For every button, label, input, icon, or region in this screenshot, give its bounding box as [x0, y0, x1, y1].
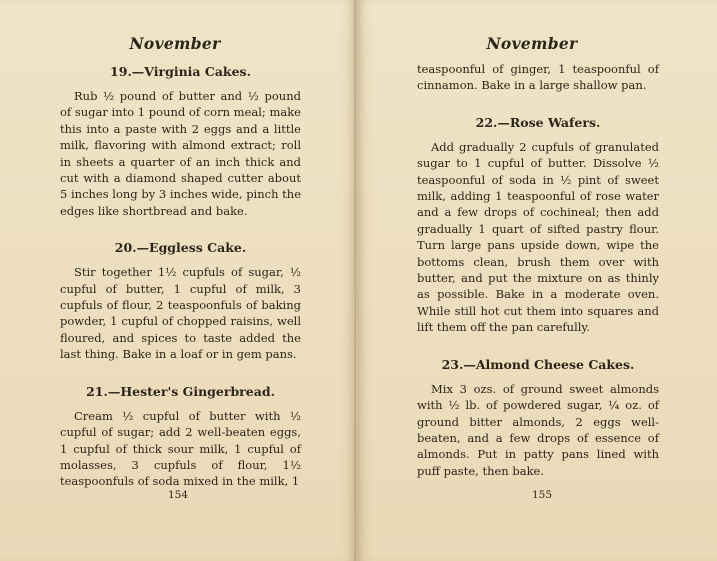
page-number: 154	[167, 489, 189, 501]
recipe-title: 19.—Virginia Cakes.	[110, 64, 251, 79]
page-number: 155	[531, 489, 553, 501]
text-column	[417, 61, 659, 479]
text-column	[60, 64, 301, 490]
right-page	[357, 0, 717, 561]
recipe-title: 21.—Hester's Gingerbread.	[86, 383, 275, 399]
left-page	[0, 0, 356, 561]
recipe-text: Rub ½ pound of butter and ½ pound of sugar into 1 pound of corn meal; make this into a paste with 2 eggs and a little milk, flavoring with almond extract; roll in sheets a quarter of an inch thick and cut with a diamond shaped cutter about 5 inches long by 3 inches wide, pinch the edges like shortbread and bake.	[60, 89, 301, 218]
continuation-text: teaspoonful of ginger, 1 teaspoonful of cinnamon. Bake in a large shallow pan.	[417, 62, 659, 93]
recipe-text: Cream ½ cupful of butter with ½ cupful of sugar; add 2 well-beaten eggs, 1 cupful of thick sour milk, 1 cupful of molasses, 3 cupfuls of flour, 1½ teaspoonfuls of soda mixed in the milk, 1	[60, 408, 301, 489]
recipe-text: Stir together 1½ cupfuls of sugar, ½ cupful of butter, 1 cupful of milk, 3 cupfuls of flour, 2 teaspoonfuls of baking powder, 1 cupful of chopped raisins, well floured, and spices to taste added the last thing. Bake in a loaf or in gem pans.	[60, 265, 301, 362]
running-head: November	[486, 34, 578, 53]
recipe-text: Add gradually 2 cupfuls of granulated sugar to 1 cupful of butter. Dissolve ½ teaspoonful of soda in ½ pint of sweet milk, adding 1 teaspoonful of rose water and a few drops of cochineal; then add gradually 1 quart of sifted pastry flour. Turn large pans upside down, wipe the bottoms clean, brush them over with butter, and put the mixture on as thinly as possible. Bake in a moderate oven. While still hot cut them into squares and lift them off the pan carefully.	[417, 139, 659, 335]
recipe-title: 20.—Eggless Cake.	[114, 240, 247, 256]
recipe-title: 23.—Almond Cheese Cakes.	[441, 356, 635, 372]
running-head: November	[129, 34, 221, 53]
recipe-text: Mix 3 ozs. of ground sweet almonds with ½ lb. of powdered sugar, ¼ oz. of ground bitter almonds, 2 eggs well-beaten, and a few drops of essence of almonds. Put in patty pans lined with puff paste, then bake.	[417, 381, 659, 478]
recipe-title: 22.—Rose Wafers.	[475, 114, 601, 130]
